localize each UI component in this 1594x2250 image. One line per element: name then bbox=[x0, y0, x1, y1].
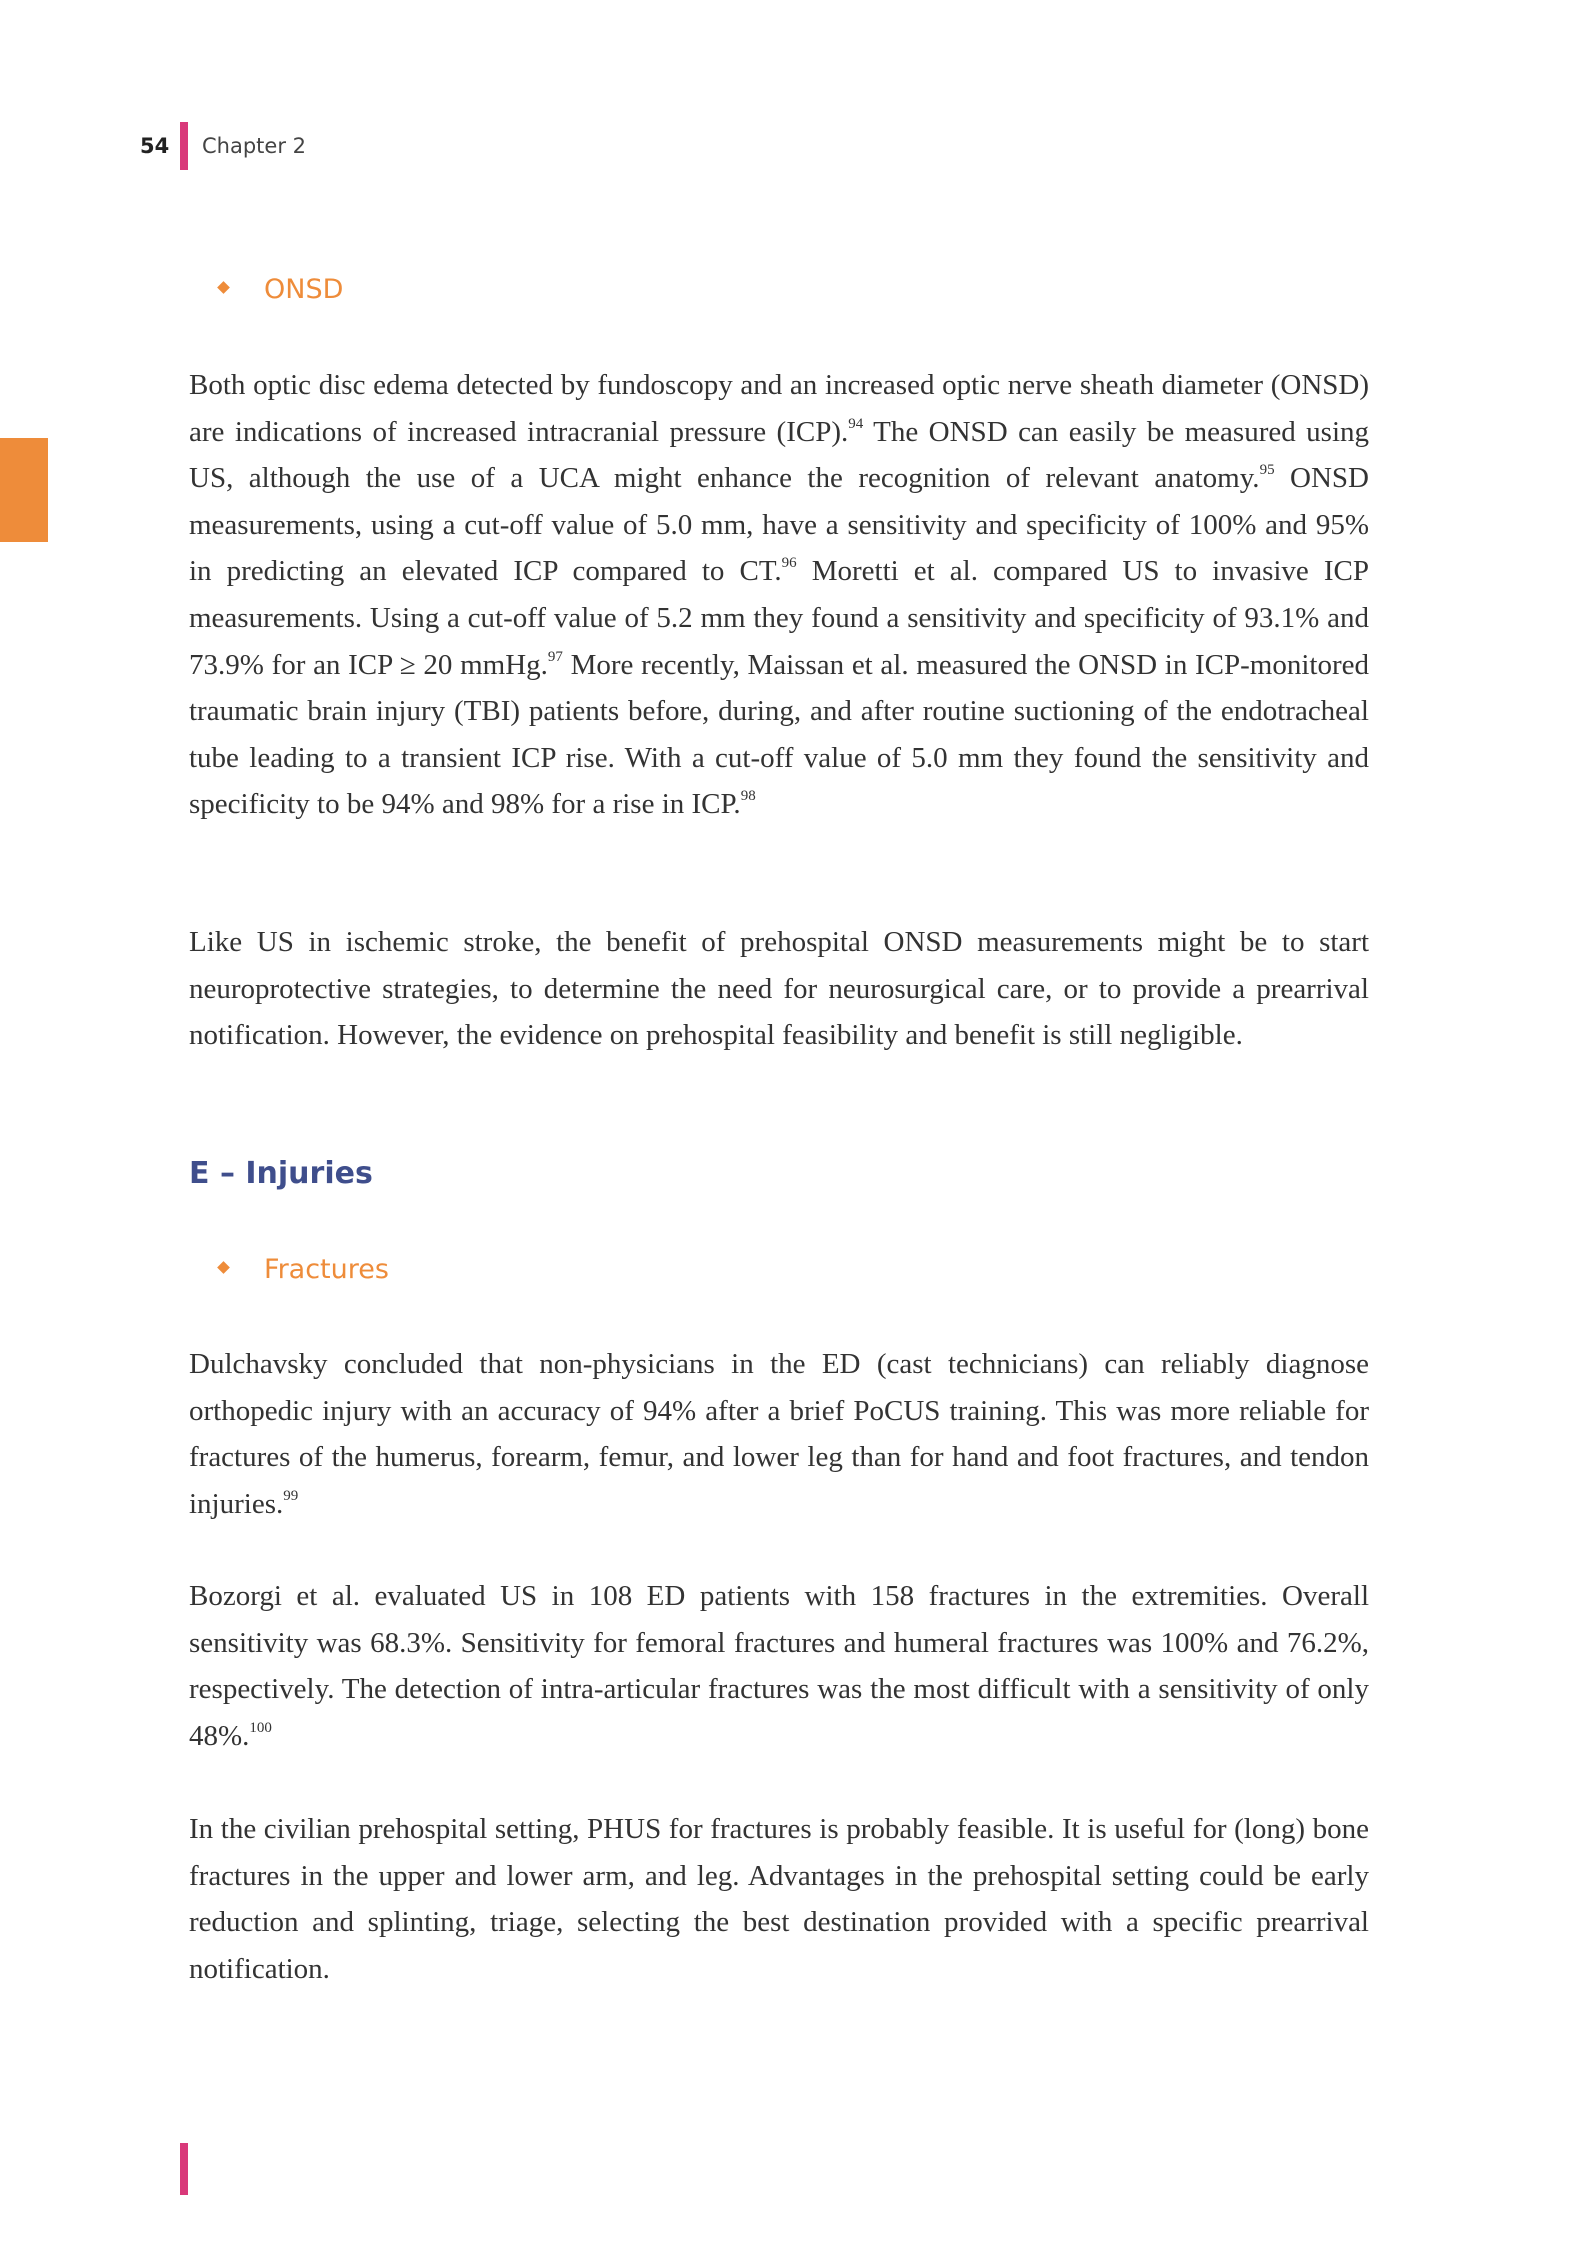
paragraph-text: The ONSD can easily be measured using US, although the use of a UCA might enhance the recognition of relevant anatomy. bbox=[189, 415, 1370, 495]
paragraph-text: Moretti et al. compared US to invasive ICP measurements. Using a cut-off value of 5.2 mm they found a sensitivity and specificity of 93.1% and 73.9% for an ICP ≥ 20 mmHg. bbox=[189, 555, 1369, 681]
paragraph-text: Dulchavsky concluded that non-physicians in the ED (cast technicians) can reliably diagnose orthopedic injury with an accuracy of 94% after a brief PoCUS training. This was more reliable for fractures of the humerus, forearm, femur, and lower leg than for hand and foot fractures, and tendon injuries. bbox=[189, 1348, 1369, 1520]
onsd-subheading bbox=[219, 274, 343, 305]
diamond-bullet-icon bbox=[217, 281, 230, 294]
fractures-paragraph-3: In the civilian prehospital setting, PHUS for fractures is probably feasible. It is useful for (long) bone fractures in the upper and lower arm, and leg. Advantages in the prehospital setting could be early reduction and splinting, triage, selecting the best destination provided with a specific prearrival notification. bbox=[189, 1813, 1369, 1985]
citation-ref: 98 bbox=[740, 788, 756, 805]
fractures-subheading bbox=[219, 1254, 389, 1285]
citation-ref: 95 bbox=[1259, 462, 1275, 479]
paragraph-text: ONSD measurements, using a cut-off value of 5.0 mm, have a sensitivity and specificity of 100% and 95% in predicting an elevated ICP compared to CT. bbox=[189, 462, 1369, 588]
chapter-label: Chapter 2 bbox=[202, 134, 306, 158]
onsd-paragraph-1 bbox=[189, 362, 1369, 828]
page-number: 54 bbox=[140, 134, 170, 158]
citation-ref: 100 bbox=[249, 1719, 272, 1736]
chapter-thumb-tab bbox=[0, 438, 48, 542]
paragraph-text: Bozorgi et al. evaluated US in 108 ED patients with 158 fractures in the extremities. Overall sensitivity was 68.3%. Sensitivity for femoral fractures and humeral fractures was 100% and 76.2%, respectively. The detection of intra-articular fractures was the most difficult with a sensitivity of only 48%. bbox=[189, 1580, 1369, 1752]
fractures-paragraph-2 bbox=[189, 1573, 1369, 1759]
header-divider-bar bbox=[180, 122, 188, 170]
paragraph-text: More recently, Maissan et al. measured the ONSD in ICP-monitored traumatic brain injury (TBI) patients before, during, and after routine suctioning of the endotracheal tube leading to a transient ICP rise. With a cut-off value of 5.0 mm they found the sensitivity and specificity to be 94% and 98% for a rise in ICP. bbox=[189, 648, 1369, 821]
citation-ref: 96 bbox=[781, 555, 797, 572]
injuries-section-heading: E – Injuries bbox=[189, 1156, 373, 1191]
paragraph-text: Both optic disc edema detected by fundoscopy and an increased optic nerve sheath diameter (ONSD) are indications of increased intracranial pressure (ICP). bbox=[189, 369, 1369, 448]
citation-ref: 94 bbox=[848, 415, 864, 432]
footer-divider-bar bbox=[180, 2143, 188, 2195]
citation-ref: 97 bbox=[547, 648, 563, 665]
onsd-paragraph-2: Like US in ischemic stroke, the benefit of prehospital ONSD measurements might be to start neuroprotective strategies, to determine the need for neurosurgical care, or to provide a prearrival notification. However, the evidence on prehospital feasibility and benefit is still negligible. bbox=[189, 926, 1369, 1052]
citation-ref: 99 bbox=[283, 1487, 299, 1504]
onsd-subheading-label: ONSD bbox=[264, 274, 344, 305]
fractures-paragraph-1 bbox=[189, 1341, 1369, 1527]
fractures-subheading-label: Fractures bbox=[264, 1254, 389, 1285]
diamond-bullet-icon bbox=[217, 1261, 230, 1274]
